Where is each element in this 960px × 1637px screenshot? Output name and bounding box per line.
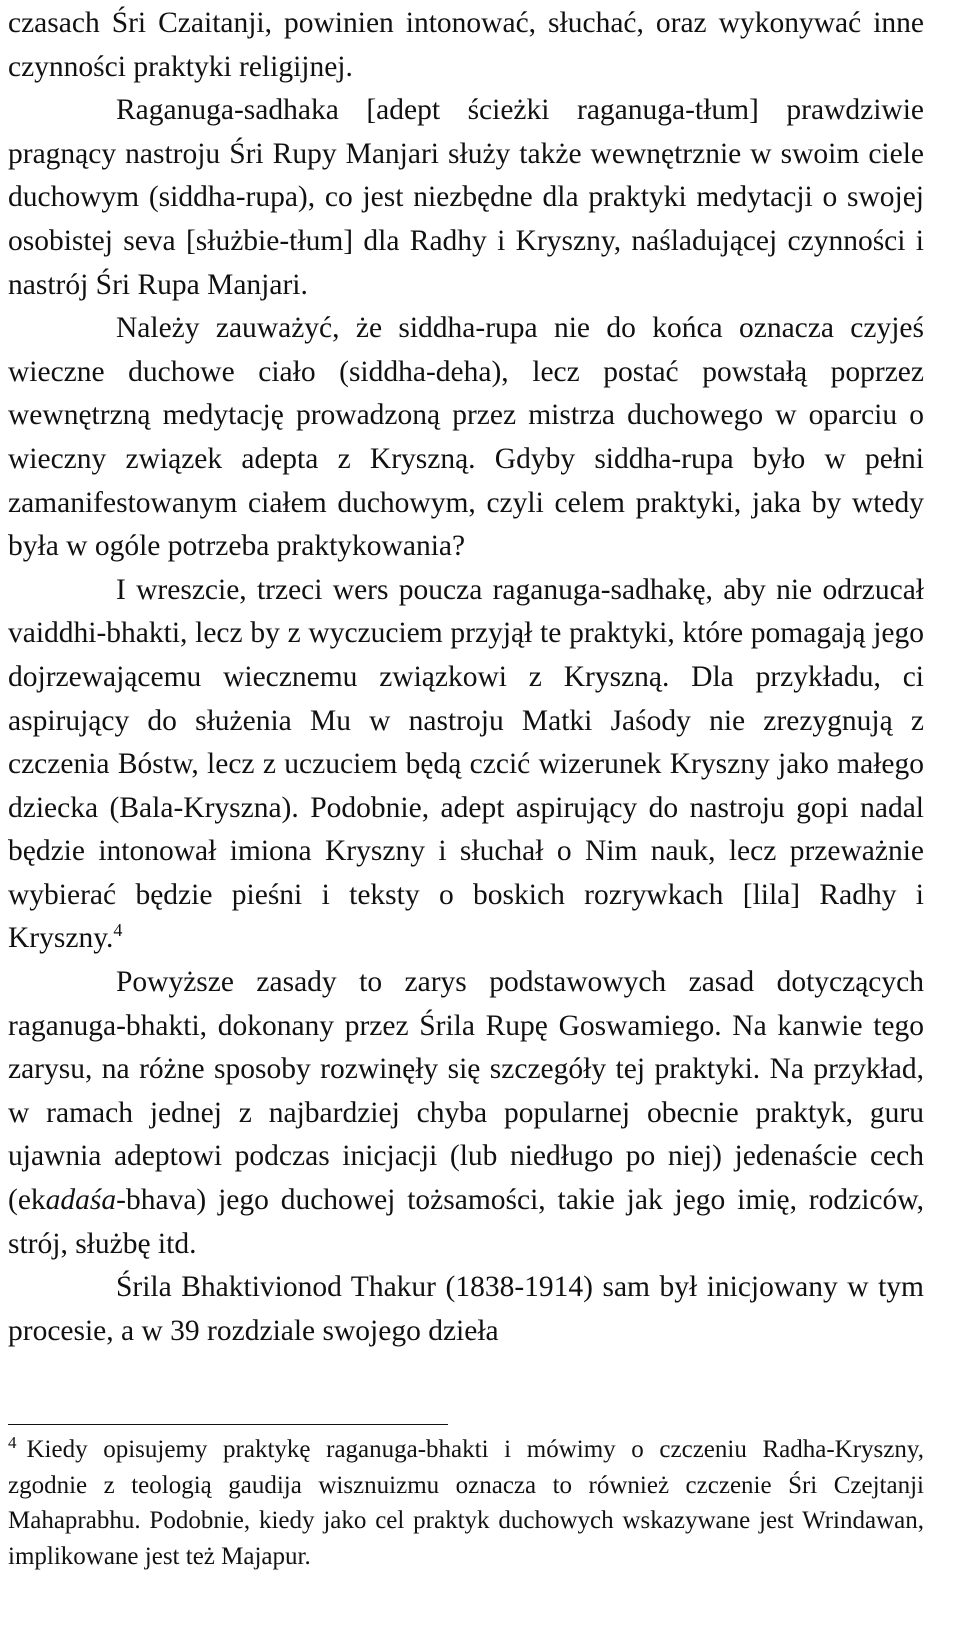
- paragraph-principles-text-b: -bhava) jego duchowej tożsamości, takie jak jego imię, rodziców, strój, służbę itd.: [8, 1184, 924, 1260]
- footnote-text: Kiedy opisujemy praktykę raganuga-bhakti i mówimy o czczeniu Radha-Kryszny, zgodnie z teologią gaudija wisznuizmu oznacza to również czczenie Śri Czejtanji Mahaprabhu. Podobnie, kiedy jako cel praktyk duchowych wskazywane jest Wrindawan, implikowane jest też Majapur.: [8, 1436, 924, 1570]
- body-text: [8, 0, 924, 1353]
- footnote-number: 4: [8, 1432, 17, 1452]
- paragraph-raganuga-sadhaka: Raganuga-sadhaka [adept ścieżki raganuga-tłum] prawdziwie pragnący nastroju Śri Rupy Manjari służy także wewnętrznie w swoim ciele duchowym (siddha-rupa), co jest niezbędne dla praktyki medytacji o swojej osobistej seva [służbie-tłum] dla Radhy i Kryszny, naśladującej czynności i nastrój Śri Rupa Manjari.: [8, 94, 924, 301]
- footnote-reference[interactable]: 4: [113, 920, 123, 941]
- document-page: [8, 0, 924, 1570]
- footnote: [8, 1432, 924, 1574]
- paragraph-bhaktivinod: Śrila Bhaktivionod Thakur (1838-1914) sam był inicjowany w tym procesie, a w 39 rozdziale swojego dzieła: [8, 1271, 924, 1347]
- paragraph-third-verse: [8, 569, 924, 961]
- paragraph-third-verse-text: I wreszcie, trzeci wers poucza raganuga-sadhakę, aby nie odrzucał vaiddhi-bhakti, lecz by z wyczuciem przyjął te praktyki, które pomagają jego dojrzewającemu wiecznemu związkowi z Kryszną. Dla przykładu, ci aspirujący do służenia Mu w nastroju Matki Jaśody nie zrezygnują z czczenia Bóstw, lecz z uczuciem będą czcić wizerunek Kryszny jako małego dziecka (Bala-Kryszna). Podobnie, adept aspirujący do nastroju gopi nadal będzie intonował imiona Kryszny i słuchał o Nim nauk, lecz przeważnie wybierać będzie pieśni i teksty o boskich rozrywkach [lila] Radhy i Kryszny.: [8, 573, 924, 955]
- paragraph-principles-italic: adaśa: [45, 1184, 117, 1217]
- paragraph-continuation: czasach Śri Czaitanji, powinien intonować, słuchać, oraz wykonywać inne czynności praktyki religijnej.: [8, 7, 924, 83]
- paragraph-siddha-rupa: Należy zauważyć, że siddha-rupa nie do końca oznacza czyjeś wieczne duchowe ciało (siddha-deha), lecz postać powstałą poprzez wewnętrzną medytację prowadzoną przez mistrza duchowego w oparciu o wieczny związek adepta z Kryszną. Gdyby siddha-rupa było w pełni zamanifestowanym ciałem duchowym, czyli celem praktyki, jaka by wtedy była w ogóle potrzeba praktykowania?: [8, 312, 924, 563]
- paragraph-principles-text-a: Powyższe zasady to zarys podstawowych zasad dotyczących raganuga-bhakti, dokonany przez Śrila Rupę Goswamiego. Na kanwie tego zarysu, na różne sposoby rozwinęły się szczegóły tej praktyki. Na przykład, w ramach jednej z najbardziej chyba popularnej obecnie praktyk, guru ujawnia adeptowi podczas inicjacji (lub niedługo po niej) jedenaście cech (ek: [8, 966, 924, 1217]
- footnote-separator: [8, 1424, 448, 1425]
- paragraph-principles-summary: [8, 961, 924, 1266]
